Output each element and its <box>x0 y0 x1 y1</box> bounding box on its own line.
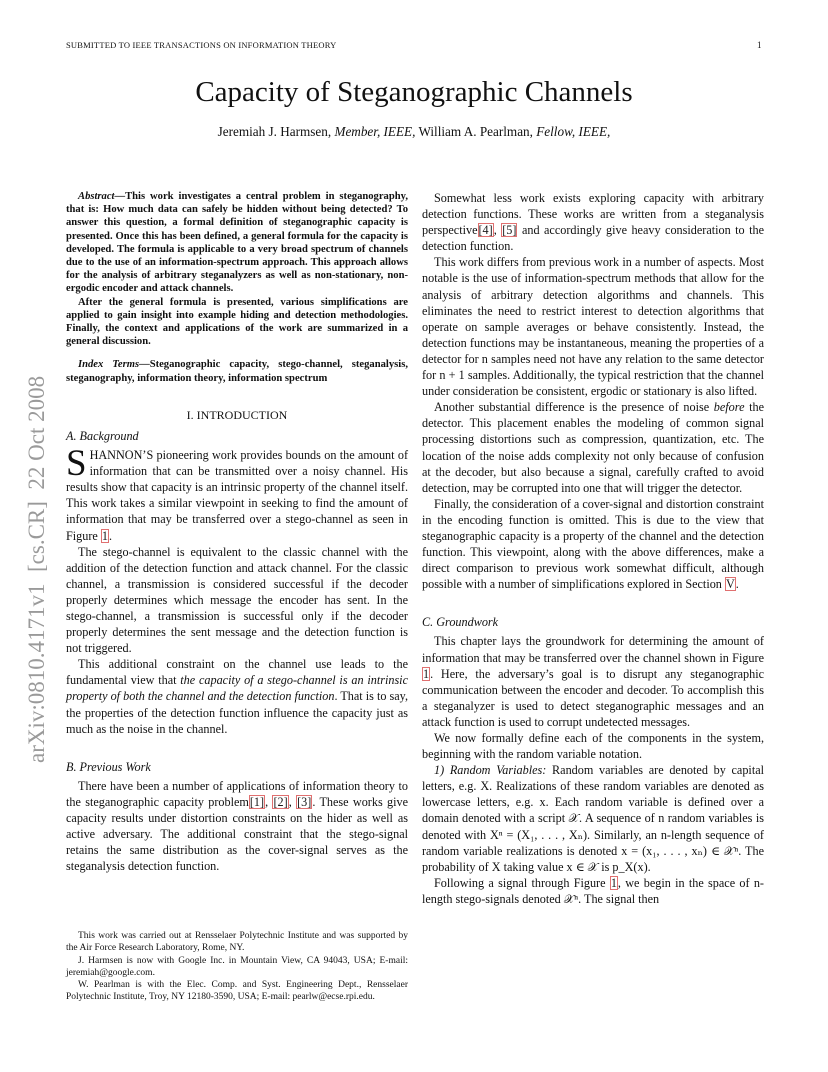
right-para-1: Somewhat less work exists exploring capacity with arbitrary detection functions. These works are written from a steganalysis perspective[4], [5] and accordingly give heavy consideration to the detection function. <box>422 191 765 254</box>
citation-link-5[interactable]: [5] <box>502 223 517 238</box>
background-text-3a: This additional constraint on the channel use leads to the fundamental view that <box>66 657 408 688</box>
previous-work-text-b: These works give capacity results under distortion constraints on the hider as well as active adversary. The additional constraint that the stego-signal retains the same distribution as the cover-signal serves as the steganalysis detection function. <box>66 794 409 874</box>
subsection-heading-previous-work: B. Previous Work <box>66 759 151 774</box>
footnotes <box>66 930 408 1004</box>
paper-title: Capacity of Steganographic Channels <box>195 76 633 108</box>
right-text-1b: and accordingly give heavy consideration to the detection function. <box>422 223 765 254</box>
author2-affiliation: Fellow, IEEE, <box>536 124 611 139</box>
right-para-5 <box>422 633 764 730</box>
footnote-3: W. Pearlman is with the Elec. Comp. and Syst. Engineering Dept., Rensselaer Polytechnic Institute, Troy, NY 12180-3590, USA; E-mail: pearlw@ecse.rpi.edu. <box>66 980 408 1003</box>
author2-name: William A. Pearlman, <box>415 124 537 139</box>
footnote-2: J. Harmsen is now with Google Inc. in Mountain View, CA 94043, USA; E-mail: jeremiah@google.com. <box>66 955 408 978</box>
author-line <box>0 124 828 140</box>
arxiv-id: arXiv:0810.4171v1 [cs.CR] 22 Oct 2008 <box>24 375 49 763</box>
right-para-6: We now formally define each of the components in the system, beginning with the random variable notation. <box>422 731 764 762</box>
right-text-8b: , we begin in the space of n-length stego-signals denoted 𝒳ⁿ. The signal then <box>422 875 764 906</box>
index-terms <box>66 358 408 384</box>
author1-name: Jeremiah J. Harmsen, <box>217 124 335 139</box>
left-column <box>66 190 408 874</box>
citation-link-4[interactable]: [4] <box>478 223 493 238</box>
background-text-3b: . That is to say, the properties of the detection function influence the capacity just as much as the noise in the channel. <box>66 689 408 736</box>
figure-ref-link-2[interactable]: 1 <box>423 666 430 681</box>
author1-affiliation: Member, IEEE, <box>334 124 416 139</box>
right-para-3 <box>422 399 764 496</box>
right-para-8 <box>422 875 764 907</box>
index-terms-label: Index Terms <box>78 359 140 371</box>
abstract-label: Abstract <box>78 191 115 202</box>
citation-link-1[interactable]: [1] <box>249 794 265 809</box>
background-para-3 <box>66 656 408 736</box>
right-para-7 <box>422 762 764 875</box>
background-emphasis: the capacity of a stego-channel is an intrinsic property of both the channel and the detection function <box>66 673 408 704</box>
index-terms-text: —Steganographic capacity, stego-channel, steganalysis, steganography, information theory, information spectrum <box>66 359 408 384</box>
citation-link-2[interactable]: [2] <box>273 794 288 809</box>
abstract-para-1 <box>66 190 408 296</box>
right-text-8a: Following a signal through Figure <box>434 875 610 890</box>
abstract-text-1: —This work investigates a central problem in steganography, that is: How much data can safely be hidden without being detected? To answer this question, a formal definition of steganographic capacity is presented. Once this has been defined, a general formula for the capacity is developed. The formula is applicable to a very broad spectrum of channels due to the use of an information-spectrum approach. This approach allows for the analysis of arbitrary steganalyzers as well as non-stationary, non-ergodic encoder and attack channels. <box>66 191 408 295</box>
page-number: 1 <box>757 40 762 50</box>
background-para-1 <box>66 443 408 544</box>
figure-ref-link-3[interactable]: 1 <box>610 875 617 890</box>
section-numeral: I. I <box>186 407 201 422</box>
right-text-4a: Finally, the consideration of a cover-signal and distortion constraint in the encoding function is omitted. This is due to the view that steganographic capacity is a property of the channel and the detection function. This viewpoint, along with the above differences, make a direct comparison to previous work somewhat difficult, although possible with a number of simplifications explored in Section <box>422 496 764 592</box>
abstract <box>66 190 408 348</box>
right-column <box>422 190 764 907</box>
right-text-3b: the detector. This placement enables the modeling of common signal processing distortions such as compression, quantization, etc. The location of the noise adds complexity not only because of confusion at the decoder, but also because a signal, carefully crafted to avoid detection, may be corrupted into one that will trigger the detector. <box>422 400 765 495</box>
right-emphasis-before: before <box>713 400 745 415</box>
background-text-1: HANNON’S pioneering work provides bounds on the amount of information that can be transmitted over a noisy channel. His results show that capacity is an intrinsic property of the channel itself. This work takes a similar viewpoint in seeking to find the amount of information that may be transferred over a stego-channel as seen in Figure <box>66 448 408 543</box>
section-ref-link[interactable]: V <box>725 577 735 592</box>
right-text-4-end: . <box>735 577 739 592</box>
previous-work-para: There have been a number of applications of information theory to the steganographic capacity problem[1], [2], [3]. These works give capacity results under distortion constraints on the hider as well as active adversary. The additional constraint that the stego-signal retains the same distribution as the cover-signal serves as the steganalysis detection function. <box>66 778 409 874</box>
right-para-2: This work differs from previous work in a number of aspects. Most notable is the use of information-spectrum methods that allow for the analysis of arbitrary detection algorithms and channels. This eliminates the need to restrict interest to detection algorithms that operate on sample averages or behave consistently. Instead, the detection functions may be instantaneous, meaning the properties of a detector for n samples need not have any relation to the same detector for n + 1 samples. Additionally, the typical restriction that the channel under consideration be consistent, ergodic or stationary is also lifted. <box>422 255 764 399</box>
right-text-5a: This chapter lays the groundwork for determining the amount of information that may be transferred over the channel shown in Figure <box>422 634 764 665</box>
abstract-para-2: After the general formula is presented, various simplifications are applied to gain insight into example hiding and detection methodologies. Finally, the context and applications of the work are summarized in a general discussion. <box>66 296 408 348</box>
right-text-7: Random variables are denoted by capital letters, e.g. X. Realizations of these random variables are denoted as lowercase letters, e.g. x. Each random variable is defined over a domain denoted with a script 𝒳. A sequence of n random variables is denoted with Xⁿ = (X₁, . . . , Xₙ). Similarly, an n-length sequence of random variable realizations is denoted x = (x₁, . . . , xₙ) ∈ 𝒳ⁿ. The probability of X taking value x ∈ 𝒳 is p_X(x). <box>422 763 765 874</box>
section-title-rest: NTRODUCTION <box>200 407 288 422</box>
right-text-3a: Another substantial difference is the presence of noise <box>434 400 714 415</box>
subsection-heading-background: A. Background <box>66 428 139 443</box>
arxiv-sidebar-stamp <box>6 268 56 768</box>
background-text-1-end: . <box>108 528 113 543</box>
background-para-2: The stego-channel is equivalent to the classic channel with the addition of the detection function and attack channel. For the classic channel, a transmission is considered successful if the decoder properly determines which message the encoder has sent. In the stego-channel, a transmission is successful only if the decoder properly determines the sent message and the detection function is not triggered. <box>66 544 408 656</box>
random-variables-label: 1) Random Variables: <box>434 763 547 778</box>
section-heading-introduction <box>66 407 408 423</box>
dropcap-letter: S <box>66 443 87 485</box>
figure-ref-link[interactable]: 1 <box>101 528 108 543</box>
running-head: SUBMITTED TO IEEE TRANSACTIONS ON INFORMATION THEORY <box>66 40 337 50</box>
citation-link-3[interactable]: [3] <box>297 794 312 809</box>
right-para-4 <box>422 496 764 593</box>
footnote-1: This work was carried out at Rensselaer Polytechnic Institute and was supported by the Air Force Research Laboratory, Rome, NY. <box>66 931 408 954</box>
subsection-heading-groundwork: C. Groundwork <box>422 615 499 630</box>
right-text-1a: Somewhat less work exists exploring capacity with arbitrary detection functions. These works are written from a steganalysis perspective <box>422 191 764 238</box>
previous-work-text-a: There have been a number of applications of information theory to the steganographic capacity problem <box>66 778 408 809</box>
right-text-5b: . Here, the adversary’s goal is to disrupt any steganographic communication between the encoder and decoder. To accomplish this a steganalyzer is used to detect steganographic messages and an attack function is used to corrupt undetected messages. <box>422 666 764 729</box>
